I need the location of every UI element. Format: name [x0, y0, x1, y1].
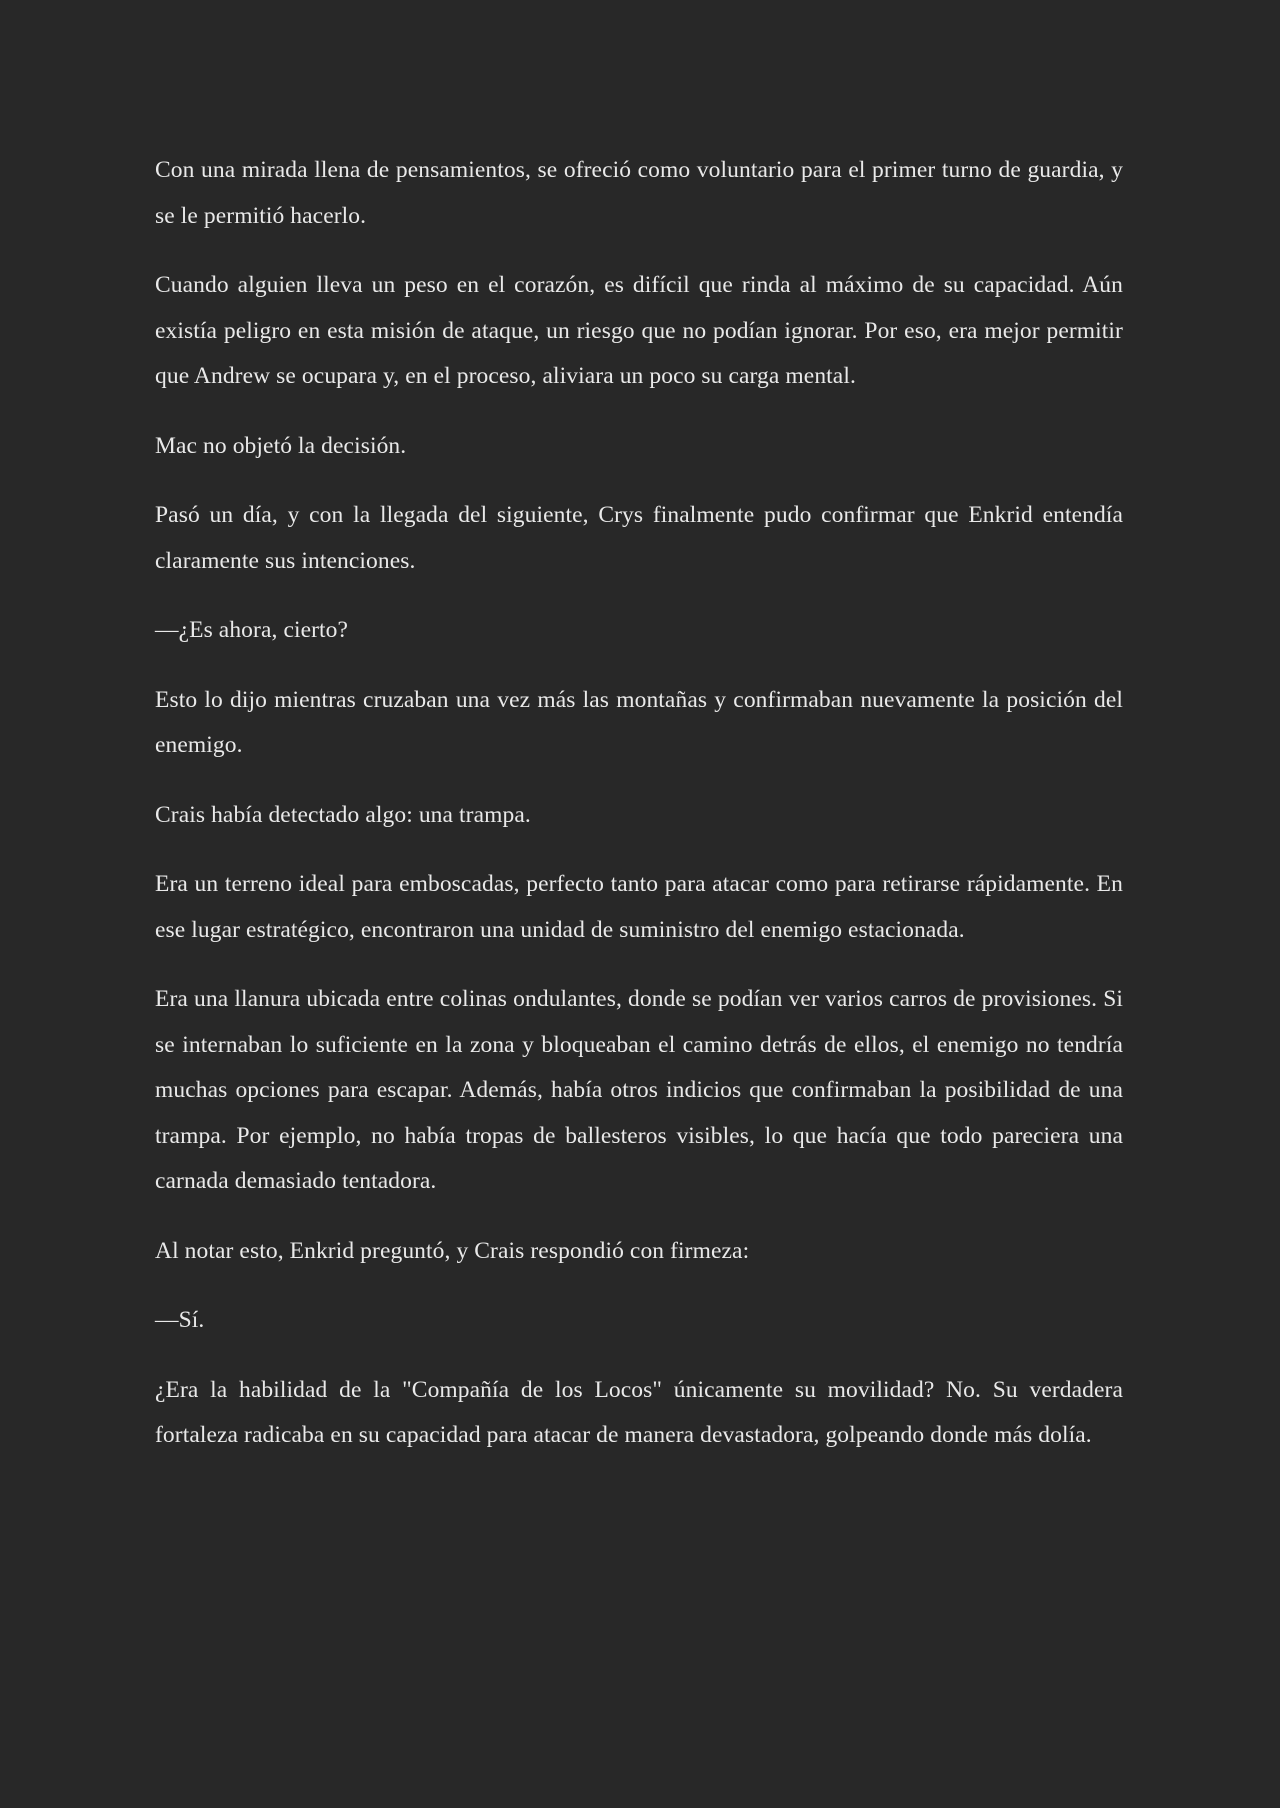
paragraph: Cuando alguien lleva un peso en el corazón, es difícil que rinda al máximo de su capacidad. Aún existía peligro en esta misión de ataque, un riesgo que no podían ignorar. Por eso, era mejor permitir que Andrew se ocupara y, en el proceso, aliviara un poco su carga mental. [155, 272, 1123, 389]
paragraph: Con una mirada llena de pensamientos, se ofreció como voluntario para el primer turno de guardia, y se le permitió hacerlo. [155, 157, 1123, 229]
paragraph: Crais había detectado algo: una trampa. [155, 801, 531, 828]
paragraph: Era un terreno ideal para emboscadas, perfecto tanto para atacar como para retirarse rápidamente. En ese lugar estratégico, encontraron una unidad de suministro del enemigo estacionada. [155, 871, 1123, 943]
dialogue-line: —¿Es ahora, cierto? [155, 617, 349, 643]
paragraph: Pasó un día, y con la llegada del siguiente, Crys finalmente pudo confirmar que Enkrid entendía claramente sus intenciones. [155, 502, 1123, 574]
paragraph: Al notar esto, Enkrid preguntó, y Crais respondió con firmeza: [155, 1237, 750, 1264]
paragraph: Esto lo dijo mientras cruzaban una vez más las montañas y confirmaban nuevamente la posición del enemigo. [155, 686, 1123, 758]
paragraph: Era una llanura ubicada entre colinas ondulantes, donde se podían ver varios carros de provisiones. Si se internaban lo suficiente en la zona y bloqueaban el camino detrás de ellos, el enemigo no tendría muchas opciones para escapar. Además, había otros indicios que confirmaban la posibilidad de una trampa. Por ejemplo, no había tropas de ballesteros visibles, lo que hacía que todo pareciera una carnada demasiado tentadora. [155, 986, 1123, 1194]
dialogue-line: —Sí. [155, 1307, 205, 1333]
paragraph: ¿Era la habilidad de la "Compañía de los Locos" únicamente su movilidad? No. Su verdadera fortaleza radicaba en su capacidad para atacar de manera devastadora, golpeando donde más dolía. [155, 1376, 1123, 1448]
paragraph: Mac no objetó la decisión. [155, 432, 407, 459]
